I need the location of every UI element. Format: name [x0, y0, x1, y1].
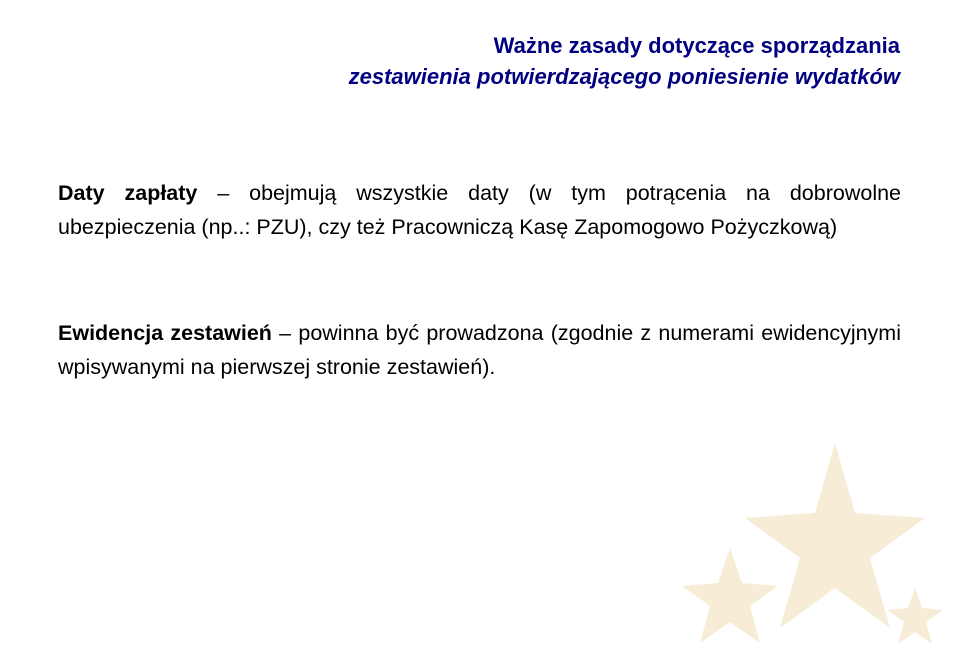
slide-title — [349, 30, 900, 92]
star-watermark-icon — [660, 398, 960, 658]
title-line-1: Ważne zasady dotyczące sporządzania — [493, 33, 900, 58]
paragraph-payment-dates — [58, 176, 901, 244]
paragraph-lead: Ewidencja zestawień — [58, 321, 272, 345]
paragraph-statement-records — [58, 316, 901, 384]
paragraph-body: – obejmują wszystkie daty (w tym potrącenia na dobrowolne ubezpieczenia (np..: PZU), czy też Pracowniczą Kasę Zapomogowo Pożyczkową) — [58, 181, 902, 239]
paragraph-body: – powinna być prowadzona (zgodnie z numerami ewidencyjnymi wpisywanymi na pierwszej stronie zestawień). — [58, 321, 901, 379]
paragraph-lead: Daty zapłaty — [58, 181, 198, 205]
title-line-2: zestawienia potwierdzającego poniesienie wydatków — [348, 64, 900, 89]
